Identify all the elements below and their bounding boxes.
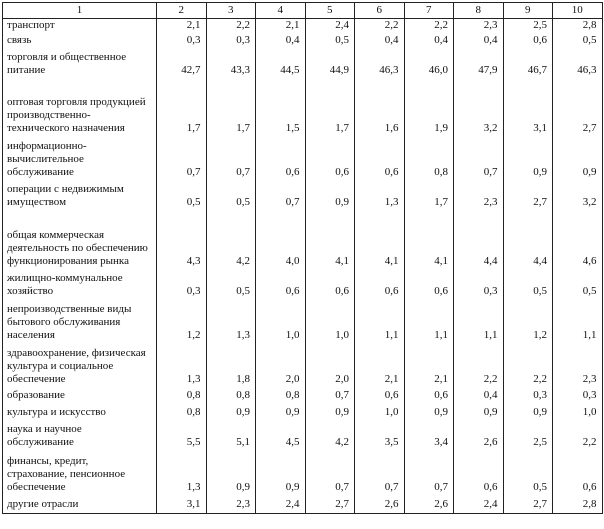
table-cell: 2,0: [256, 344, 306, 388]
table-cell: 1,2: [503, 300, 553, 344]
table-cell: 43,3: [206, 49, 256, 79]
table-cell: 0,7: [404, 451, 454, 496]
table-cell: 2,7: [503, 496, 553, 513]
table-row: [3, 344, 603, 388]
table-cell: 3,2: [553, 181, 603, 211]
table-row: [3, 137, 603, 181]
table-cell: 2,1: [404, 344, 454, 388]
table-cell: 2,2: [454, 344, 504, 388]
table-cell: 2,2: [206, 19, 256, 35]
row-label: образование: [3, 388, 157, 404]
table-cell: 4,1: [305, 211, 355, 270]
table-cell: 1,9: [404, 79, 454, 137]
table-cell: 0,3: [157, 34, 207, 49]
table-cell: 0,6: [503, 34, 553, 49]
table-cell: 46,3: [355, 49, 405, 79]
table-cell: 2,2: [355, 19, 405, 35]
table-cell: 2,0: [305, 344, 355, 388]
column-header-8: 8: [454, 3, 504, 19]
table-cell: 0,8: [404, 137, 454, 181]
table-cell: 2,7: [503, 181, 553, 211]
table-cell: 0,6: [256, 270, 306, 300]
table-cell: 44,5: [256, 49, 306, 79]
table-cell: 0,3: [157, 270, 207, 300]
table-cell: 0,6: [305, 137, 355, 181]
table-cell: 0,9: [305, 404, 355, 421]
table-cell: 0,4: [454, 388, 504, 404]
row-label: общая коммерческая деятельность по обеспечению функционирования рынка: [3, 211, 157, 270]
table-cell: 1,2: [157, 300, 207, 344]
table-cell: 0,8: [157, 388, 207, 404]
table-cell: 0,7: [305, 451, 355, 496]
table-cell: 0,5: [553, 34, 603, 49]
table-cell: 1,7: [206, 79, 256, 137]
table-cell: 1,0: [553, 404, 603, 421]
row-label: финансы, кредит, страхование, пенсионное обеспечение: [3, 451, 157, 496]
data-table: [2, 2, 603, 514]
table-row: [3, 404, 603, 421]
table-cell: 2,2: [553, 421, 603, 451]
row-label: культура и искусство: [3, 404, 157, 421]
table-cell: 2,6: [355, 496, 405, 513]
row-label: торговля и общественное питание: [3, 49, 157, 79]
table-cell: 2,7: [305, 496, 355, 513]
table-cell: 0,9: [503, 404, 553, 421]
table-cell: 2,6: [454, 421, 504, 451]
table-cell: 2,1: [256, 19, 306, 35]
table-cell: 1,3: [157, 451, 207, 496]
table-cell: 0,9: [206, 404, 256, 421]
column-header-1: 1: [3, 3, 157, 19]
header-row: [3, 3, 603, 19]
table-row: [3, 34, 603, 49]
table-cell: 3,5: [355, 421, 405, 451]
table-cell: 2,5: [503, 19, 553, 35]
table-cell: 2,3: [454, 181, 504, 211]
table-cell: 2,6: [404, 496, 454, 513]
table-cell: 42,7: [157, 49, 207, 79]
table-cell: 1,3: [157, 344, 207, 388]
table-cell: 44,9: [305, 49, 355, 79]
row-label: наука и научное обслуживание: [3, 421, 157, 451]
table-row: [3, 49, 603, 79]
table-row: [3, 421, 603, 451]
table-cell: 0,4: [355, 34, 405, 49]
table-cell: 0,3: [206, 34, 256, 49]
table-cell: 0,6: [256, 137, 306, 181]
row-label: здравоохранение, физическая культура и социальное обеспечение: [3, 344, 157, 388]
table-cell: 0,7: [305, 388, 355, 404]
table-row: [3, 300, 603, 344]
table-cell: 1,1: [355, 300, 405, 344]
table-cell: 0,6: [355, 270, 405, 300]
row-label: оптовая торговля продукцией производственно-технического назначения: [3, 79, 157, 137]
table-cell: 1,7: [404, 181, 454, 211]
table-cell: 1,0: [305, 300, 355, 344]
row-label: другие отрасли: [3, 496, 157, 513]
table-cell: 0,9: [503, 137, 553, 181]
table-cell: 0,3: [454, 270, 504, 300]
table-cell: 2,2: [404, 19, 454, 35]
table-cell: 0,7: [355, 451, 405, 496]
table-cell: 1,6: [355, 79, 405, 137]
table-cell: 0,6: [553, 451, 603, 496]
table-row: [3, 181, 603, 211]
table-cell: 47,9: [454, 49, 504, 79]
table-cell: 1,5: [256, 79, 306, 137]
table-cell: 0,9: [454, 404, 504, 421]
table-cell: 2,8: [553, 19, 603, 35]
table-cell: 2,4: [454, 496, 504, 513]
row-label: транспорт: [3, 19, 157, 35]
table-cell: 2,3: [454, 19, 504, 35]
table-cell: 4,1: [404, 211, 454, 270]
table-cell: 0,4: [404, 34, 454, 49]
row-label: жилищно-коммунальное хозяйство: [3, 270, 157, 300]
row-label: непроизводственные виды бытового обслуживания населения: [3, 300, 157, 344]
table-cell: 3,4: [404, 421, 454, 451]
table-cell: 2,3: [553, 344, 603, 388]
table-cell: 1,3: [206, 300, 256, 344]
table-cell: 2,8: [553, 496, 603, 513]
table-cell: 0,6: [355, 137, 405, 181]
table-cell: 0,9: [305, 181, 355, 211]
table-row: [3, 211, 603, 270]
table-cell: 2,4: [256, 496, 306, 513]
column-header-6: 6: [355, 3, 405, 19]
table-cell: 0,9: [404, 404, 454, 421]
column-header-2: 2: [157, 3, 207, 19]
table-cell: 0,3: [503, 388, 553, 404]
table-cell: 2,4: [305, 19, 355, 35]
table-cell: 0,6: [355, 388, 405, 404]
table-cell: 0,9: [256, 451, 306, 496]
table-cell: 4,2: [305, 421, 355, 451]
table-cell: 46,7: [503, 49, 553, 79]
table-cell: 3,2: [454, 79, 504, 137]
table-cell: 0,3: [553, 388, 603, 404]
table-cell: 1,7: [157, 79, 207, 137]
table-cell: 0,9: [553, 137, 603, 181]
table-cell: 0,8: [157, 404, 207, 421]
table-cell: 1,1: [454, 300, 504, 344]
column-header-4: 4: [256, 3, 306, 19]
table-cell: 4,4: [503, 211, 553, 270]
table-cell: 4,1: [355, 211, 405, 270]
row-label: связь: [3, 34, 157, 49]
row-label: информационно-вычислительное обслуживание: [3, 137, 157, 181]
column-header-9: 9: [503, 3, 553, 19]
table-row: [3, 388, 603, 404]
table-row: [3, 79, 603, 137]
table-row: [3, 451, 603, 496]
table-cell: 0,5: [503, 270, 553, 300]
table-cell: 2,1: [355, 344, 405, 388]
row-label: операции с недвижимым имуществом: [3, 181, 157, 211]
table-row: [3, 19, 603, 35]
table-cell: 4,0: [256, 211, 306, 270]
table-cell: 4,5: [256, 421, 306, 451]
table-cell: 0,5: [157, 181, 207, 211]
table-cell: 5,5: [157, 421, 207, 451]
table-cell: 1,0: [256, 300, 306, 344]
table-cell: 0,8: [206, 388, 256, 404]
table-cell: 0,6: [305, 270, 355, 300]
table-cell: 2,5: [503, 421, 553, 451]
column-header-10: 10: [553, 3, 603, 19]
table-cell: 3,1: [157, 496, 207, 513]
table-body: [3, 19, 603, 514]
table-cell: 46,0: [404, 49, 454, 79]
table-cell: 0,7: [206, 137, 256, 181]
table-cell: 0,8: [256, 388, 306, 404]
table-row: [3, 270, 603, 300]
table-cell: 2,2: [503, 344, 553, 388]
table-cell: 1,0: [355, 404, 405, 421]
table-cell: 0,4: [256, 34, 306, 49]
table-cell: 0,6: [404, 270, 454, 300]
table-cell: 5,1: [206, 421, 256, 451]
table-cell: 0,5: [503, 451, 553, 496]
table-cell: 1,3: [355, 181, 405, 211]
table-cell: 0,9: [256, 404, 306, 421]
table-cell: 0,4: [454, 34, 504, 49]
table-cell: 1,7: [305, 79, 355, 137]
column-header-5: 5: [305, 3, 355, 19]
table-cell: 4,3: [157, 211, 207, 270]
table-cell: 2,7: [553, 79, 603, 137]
table-cell: 0,7: [157, 137, 207, 181]
column-header-3: 3: [206, 3, 256, 19]
table-cell: 0,6: [454, 451, 504, 496]
table-cell: 4,4: [454, 211, 504, 270]
table-cell: 4,6: [553, 211, 603, 270]
table-cell: 0,9: [206, 451, 256, 496]
table-cell: 4,2: [206, 211, 256, 270]
table-cell: 1,1: [553, 300, 603, 344]
table-cell: 3,1: [503, 79, 553, 137]
table-cell: 46,3: [553, 49, 603, 79]
table-cell: 0,5: [206, 181, 256, 211]
table-cell: 1,1: [404, 300, 454, 344]
table-row: [3, 496, 603, 513]
table-cell: 2,1: [157, 19, 207, 35]
column-header-7: 7: [404, 3, 454, 19]
table-cell: 0,7: [256, 181, 306, 211]
table-cell: 0,6: [404, 388, 454, 404]
table-cell: 2,3: [206, 496, 256, 513]
table-cell: 0,5: [305, 34, 355, 49]
table-cell: 1,8: [206, 344, 256, 388]
table-cell: 0,5: [206, 270, 256, 300]
table-cell: 0,5: [553, 270, 603, 300]
table-cell: 0,7: [454, 137, 504, 181]
